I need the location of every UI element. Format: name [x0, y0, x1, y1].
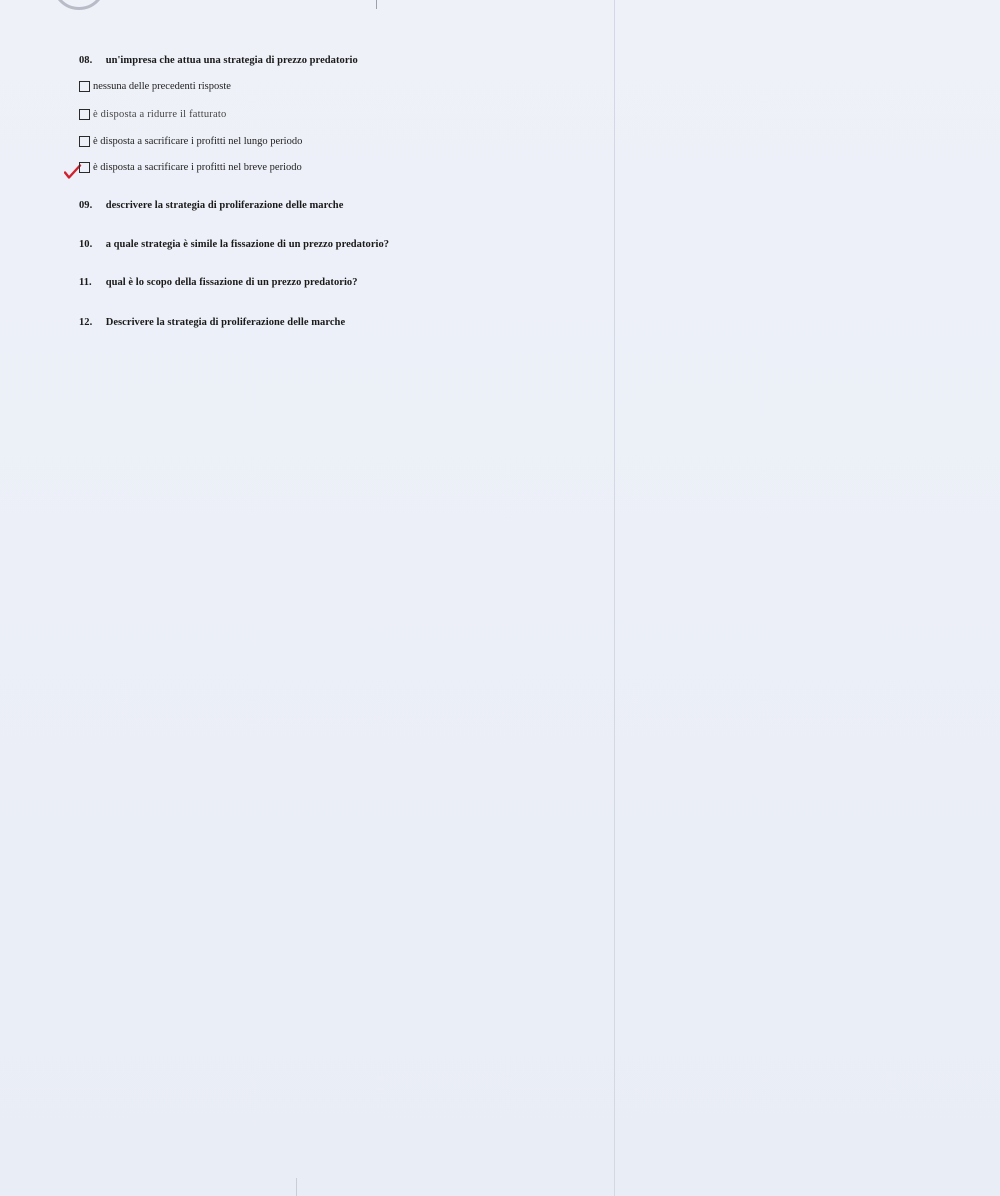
answer-option-breve-periodo[interactable] — [79, 160, 302, 174]
answer-option-ridurre-fatturato[interactable] — [79, 107, 226, 121]
question-number: 11. — [79, 277, 92, 288]
question-number: 08. — [79, 55, 93, 66]
question-11 — [79, 277, 358, 288]
checkbox[interactable] — [79, 136, 90, 147]
option-label: nessuna delle precedenti risposte — [93, 80, 231, 92]
question-text: a quale strategia è simile la fissazione di un prezzo predatorio? — [105, 239, 390, 250]
option-label: è disposta a sacrificare i profitti nel lungo periodo — [93, 135, 303, 147]
bottom-margin-mark — [296, 1178, 297, 1196]
question-12 — [79, 317, 345, 328]
question-text: descrivere la strategia di proliferazione delle marche — [105, 200, 344, 211]
header-divider — [376, 0, 377, 9]
page-fold-line — [614, 0, 615, 1196]
university-seal-logo — [52, 0, 106, 10]
answer-option-nessuna[interactable] — [79, 79, 231, 93]
option-label: è disposta a ridurre il fatturato — [93, 108, 227, 120]
question-number: 09. — [79, 200, 93, 211]
option-label: è disposta a sacrificare i profitti nel breve periodo — [93, 161, 302, 173]
checkbox[interactable] — [79, 162, 90, 173]
question-number: 12. — [79, 317, 93, 328]
question-10 — [79, 239, 389, 250]
question-09 — [79, 200, 343, 211]
answer-option-lungo-periodo[interactable] — [79, 134, 302, 148]
question-08 — [79, 55, 358, 66]
question-number: 10. — [79, 239, 93, 250]
question-text: Descrivere la strategia di proliferazione delle marche — [105, 317, 346, 328]
checkbox[interactable] — [79, 81, 90, 92]
checkbox[interactable] — [79, 109, 90, 120]
question-text: qual è lo scopo della fissazione di un prezzo predatorio? — [105, 277, 358, 288]
question-text: un'impresa che attua una strategia di prezzo predatorio — [105, 55, 358, 66]
